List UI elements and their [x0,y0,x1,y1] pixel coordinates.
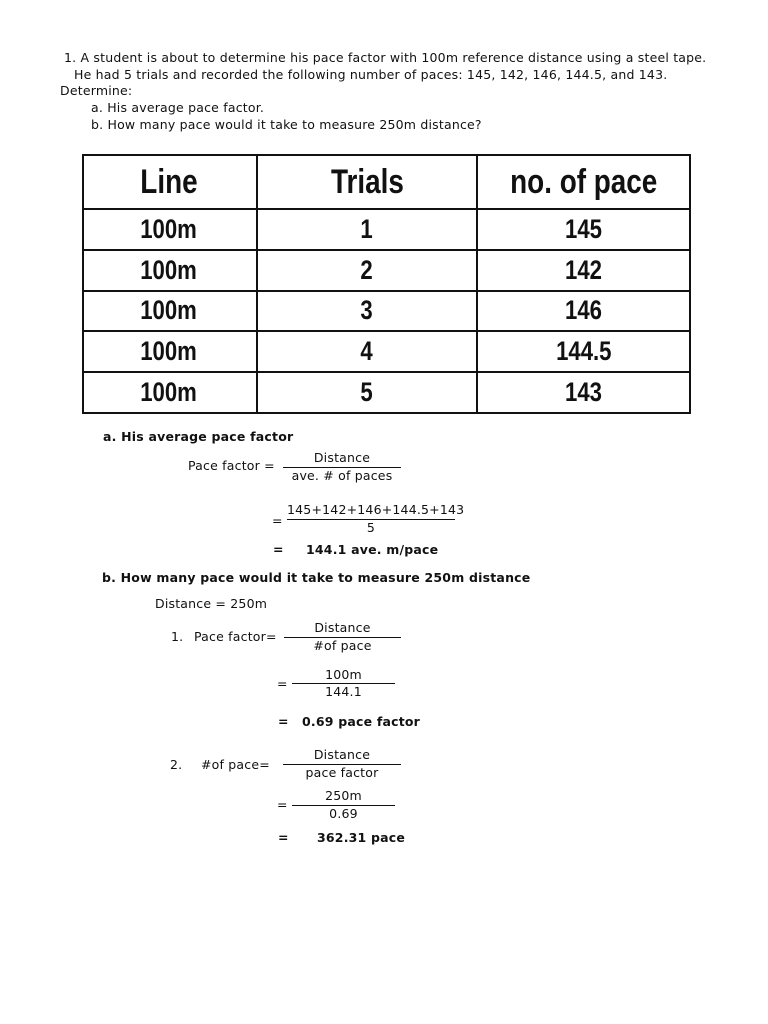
cell-line: 100m [83,331,257,372]
step-2-numerator-2: 250m [325,788,362,803]
step-2-numerator: Distance [313,747,371,762]
cell-trial: 1 [257,209,477,250]
step-1-denominator: #of pace [313,638,372,653]
solution-a-result: 144.1 ave. m/pace [306,542,439,557]
step-1-lhs: Pace factor= [194,629,277,644]
cell-trial: 2 [257,250,477,291]
table-row [83,250,690,291]
cell-pace: 142 [477,250,690,291]
solution-a-formula-denominator: ave. # of paces [291,468,393,483]
cell-trial: 5 [257,372,477,413]
step-1-numerator-2: 100m [325,667,362,682]
solution-a-formula-numerator: Distance [313,450,371,465]
step-2-denominator-2: 0.69 [329,806,358,821]
step-2-result: 362.31 pace [317,830,406,845]
step-1-number: 1. [171,629,184,644]
pace-table [82,154,691,414]
solution-b-heading: b. How many pace would it take to measure 250m distance [102,570,531,585]
solution-a-heading: a. His average pace factor [103,429,294,444]
table-row [83,291,690,332]
header-line: Line [83,155,257,209]
cell-line: 100m [83,250,257,291]
cell-line: 100m [83,209,257,250]
step-2-number: 2. [170,757,183,772]
equals-sign: = [278,714,289,729]
cell-line: 100m [83,291,257,332]
cell-pace: 146 [477,291,690,332]
cell-pace: 144.5 [477,331,690,372]
solution-b-given: Distance = 250m [155,596,268,611]
cell-trial: 4 [257,331,477,372]
step-2-denominator: pace factor [305,765,379,780]
equals-sign: = [273,542,284,557]
problem-item-a: a. His average pace factor. [91,100,265,115]
problem-line-2: He had 5 trials and recorded the following number of paces: 145, 142, 146, 144.5, and 143. [74,67,668,82]
problem-line-1: 1. A student is about to determine his pace factor with 100m reference distance using a steel tape. [64,50,707,65]
step-2-lhs: #of pace= [201,757,270,772]
step-1-result: 0.69 pace factor [302,714,421,729]
header-trials: Trials [257,155,477,209]
step-1-numerator: Distance [314,620,371,635]
step-1-denominator-2: 144.1 [325,684,362,699]
equals-sign: = [278,830,289,845]
equals-sign: = [277,676,288,691]
sum-numerator: 145+142+146+144.5+143 [287,502,465,517]
cell-line: 100m [83,372,257,413]
problem-item-b: b. How many pace would it take to measure 250m distance? [91,117,482,132]
cell-trial: 3 [257,291,477,332]
cell-pace: 143 [477,372,690,413]
cell-pace: 145 [477,209,690,250]
equals-sign: = [272,513,283,528]
problem-line-3: Determine: [60,83,133,98]
sum-denominator: 5 [366,520,376,535]
solution-a-formula-lhs: Pace factor = [188,458,275,473]
table-row [83,209,690,250]
equals-sign: = [277,797,288,812]
table-row [83,372,690,413]
table-header-row [83,155,690,209]
table-row [83,331,690,372]
header-no-of-pace: no. of pace [477,155,690,209]
